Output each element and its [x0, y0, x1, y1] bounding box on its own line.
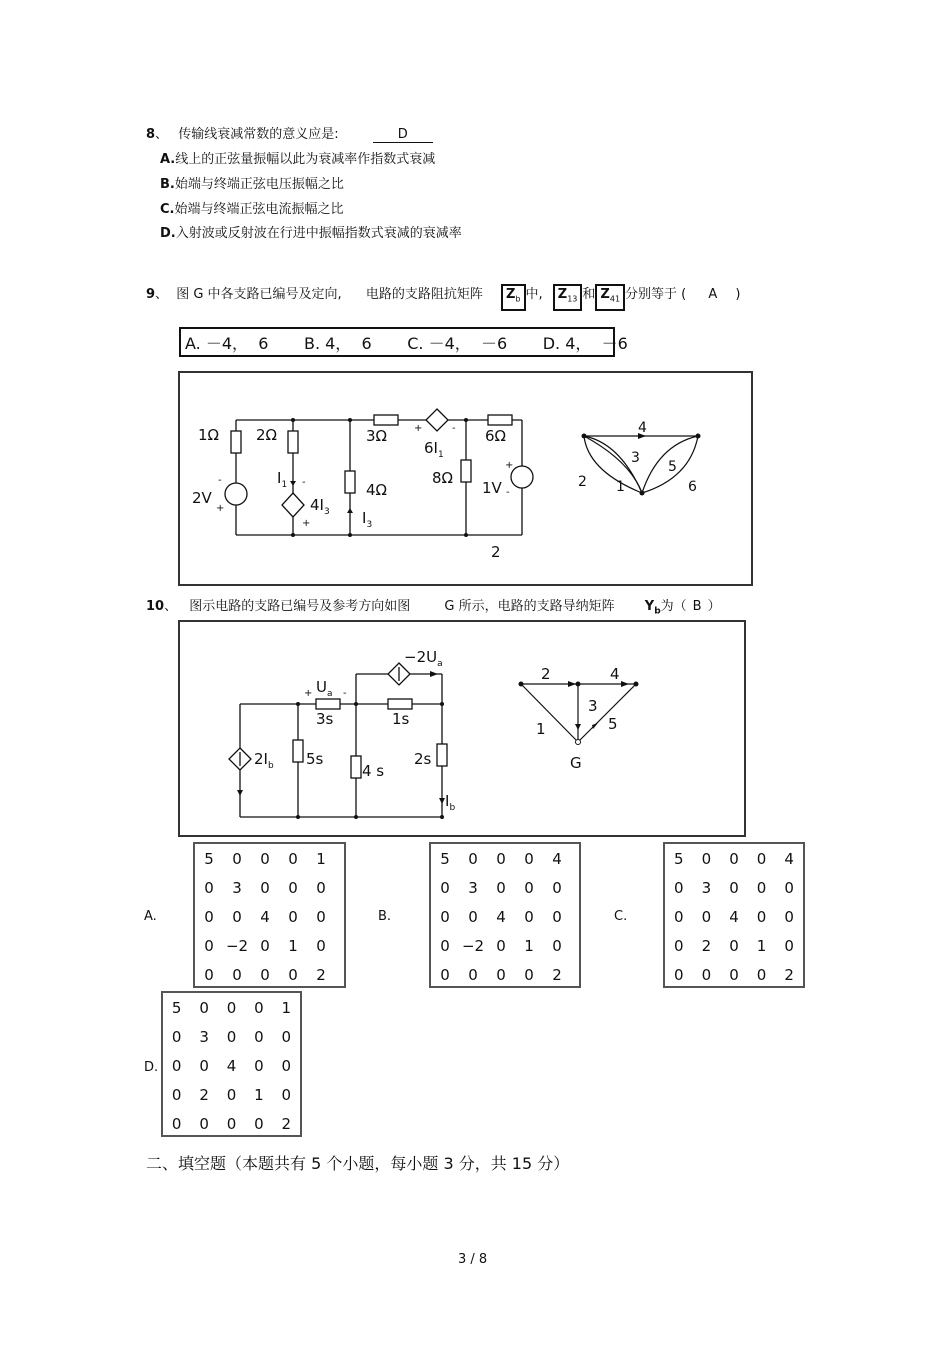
matrix-row: [195, 960, 335, 989]
svg-text:+: +: [302, 518, 311, 529]
label-cs-top: $-2U_a$: [404, 648, 443, 669]
matrix-cell: 0: [288, 965, 298, 984]
svg-text:+: +: [505, 460, 514, 471]
matrix-row: [163, 1109, 300, 1138]
q8-stem: 8、 传输线衰减常数的意义应是: D: [146, 123, 433, 143]
matrix-row: [431, 873, 571, 902]
graph9-branch-1: 1: [616, 479, 625, 495]
label-ua: $U_a$: [316, 678, 333, 699]
q8-answer: D: [373, 127, 433, 143]
matrix-cell: 0: [226, 1114, 237, 1133]
svg-text:-: -: [452, 423, 456, 434]
matrix-cell: 0: [440, 878, 450, 897]
matrix-cell: 0: [674, 907, 684, 926]
matrix-cell: 0: [701, 849, 712, 868]
matrix-row: [163, 1080, 300, 1109]
label-ccs-2ib: $2I_b$: [254, 750, 274, 771]
matrix-cell: 0: [496, 965, 506, 984]
matrix-cell: 0: [496, 936, 506, 955]
q10-stem: 10、 图示电路的支路已编号及参考方向如图 G 所示，电路的支路导纳矩阵 $Y_b$为（ B ）: [146, 599, 721, 617]
matrix-cell: 4: [226, 1056, 237, 1075]
matrix-row: [195, 902, 335, 931]
matrix-cell: 0: [756, 849, 767, 868]
matrix-cell: 0: [281, 1056, 292, 1075]
graph10-branch-1: 1: [536, 720, 546, 738]
matrix-cell: 0: [288, 849, 298, 868]
q9-answer: A: [708, 287, 718, 302]
matrix-cell: 0: [440, 965, 450, 984]
matrix-cell: 0: [204, 936, 214, 955]
label-i1: $I_1$: [277, 469, 288, 490]
svg-text:-: -: [343, 688, 347, 699]
svg-text:+: +: [414, 423, 423, 434]
matrix-cell: 2: [552, 965, 562, 984]
q10-option-a-label: A.: [144, 909, 157, 924]
q10-option-d-label: D.: [144, 1060, 159, 1075]
matrix-cell: 0: [232, 907, 242, 926]
q10-figure: [178, 620, 746, 837]
matrix-cell: 2: [281, 1114, 292, 1133]
label-ib: $I_b$: [445, 792, 456, 813]
graph10-branch-5: 5: [608, 715, 618, 733]
matrix-cell: 0: [232, 849, 242, 868]
matrix-cell: 0: [316, 907, 326, 926]
matrix-cell: 0: [254, 1114, 264, 1133]
graph9-branch-3: 3: [631, 450, 640, 466]
matrix-cell: 0: [232, 965, 242, 984]
matrix-cell: 0: [552, 936, 562, 955]
matrix-cell: 0: [254, 1056, 264, 1075]
graph10-branch-2: 2: [541, 665, 551, 683]
label-r1: 1Ω: [198, 426, 220, 444]
svg-text:-: -: [218, 475, 222, 486]
matrix-cell: 0: [524, 965, 534, 984]
matrix-cell: 0: [204, 965, 214, 984]
matrix-cell: 2: [199, 1085, 209, 1104]
matrix-cell: 1: [288, 936, 298, 955]
matrix-cell: 0: [281, 1085, 292, 1104]
graph9-branch-5: 5: [668, 459, 677, 475]
q10-matrix-c: [663, 842, 805, 988]
matrix-cell: 0: [316, 936, 326, 955]
q8-option-c: C.始端与终端正弦电流振幅之比: [160, 202, 344, 217]
matrix-cell: 0: [674, 878, 684, 897]
graph10-branch-4: 4: [610, 665, 620, 683]
matrix-cell: 0: [254, 1027, 264, 1046]
q10-matrix-a: [193, 842, 346, 988]
matrix-cell: 0: [260, 965, 270, 984]
svg-text:+: +: [304, 688, 313, 699]
matrix-row: [163, 1022, 300, 1051]
symbol-z13: $Z_{13}$: [553, 284, 583, 311]
graph10-branch-3: 3: [588, 697, 598, 715]
label-g3: 3s: [316, 710, 334, 728]
matrix-cell: −2: [461, 936, 485, 955]
matrix-cell: 5: [440, 849, 450, 868]
matrix-cell: 0: [552, 907, 562, 926]
q8-option-d: D.入射波或反射波在行进中振幅指数式衰减的衰减率: [160, 226, 462, 241]
matrix-cell: 2: [784, 965, 794, 984]
matrix-cell: 0: [281, 1027, 292, 1046]
matrix-cell: 0: [440, 936, 450, 955]
matrix-cell: 0: [171, 1085, 182, 1104]
matrix-cell: 0: [199, 1114, 209, 1133]
q8-option-a: A.线上的正弦量振幅以此为衰减率作指数式衰减: [160, 152, 436, 167]
label-node-2: 2: [491, 543, 501, 561]
matrix-row: [665, 873, 803, 902]
matrix-cell: 0: [756, 907, 767, 926]
matrix-cell: 0: [204, 907, 214, 926]
matrix-cell: 0: [316, 878, 326, 897]
q10-answer: B: [692, 599, 702, 614]
matrix-cell: 1: [254, 1085, 264, 1104]
matrix-cell: 3: [199, 1027, 209, 1046]
label-v2: 2V: [192, 489, 212, 507]
matrix-cell: 4: [784, 849, 794, 868]
label-v1: 1V: [482, 479, 502, 497]
graph9-branch-4: 4: [638, 420, 647, 436]
matrix-cell: 0: [729, 878, 739, 897]
matrix-cell: 0: [784, 878, 794, 897]
matrix-cell: 5: [204, 849, 214, 868]
matrix-cell: 0: [260, 878, 270, 897]
matrix-cell: 4: [729, 907, 739, 926]
matrix-cell: 0: [784, 936, 794, 955]
matrix-cell: 0: [729, 936, 739, 955]
matrix-row: [431, 931, 571, 960]
label-g4: 4 s: [362, 762, 385, 780]
matrix-cell: 2: [701, 936, 712, 955]
matrix-row: [665, 902, 803, 931]
page-number: 3 / 8: [458, 1252, 488, 1267]
matrix-cell: 0: [756, 965, 767, 984]
q10-matrix-b: [429, 842, 581, 988]
matrix-cell: 0: [288, 907, 298, 926]
matrix-row: [163, 1051, 300, 1080]
matrix-cell: 1: [316, 849, 326, 868]
matrix-cell: 0: [496, 878, 506, 897]
matrix-row: [195, 844, 335, 873]
matrix-cell: 0: [171, 1056, 182, 1075]
label-ccvs-4i3: $4I_3$: [310, 496, 330, 517]
q9-stem: 9、 图 G 中各支路已编号及定向, 电路的支路阻抗矩阵 $Z_b$ 中, $Z_{13}$ 和 $Z_{41}$ 分别等于 ( A ): [146, 283, 740, 311]
matrix-row: [665, 844, 803, 873]
matrix-cell: 0: [729, 849, 739, 868]
symbol-zb: $Z_b$: [501, 284, 526, 311]
matrix-cell: 4: [496, 907, 506, 926]
matrix-cell: 0: [226, 1085, 237, 1104]
matrix-cell: 0: [468, 907, 478, 926]
matrix-cell: 0: [552, 878, 562, 897]
matrix-cell: 0: [226, 1027, 237, 1046]
matrix-cell: 0: [440, 907, 450, 926]
matrix-row: [195, 931, 335, 960]
matrix-cell: 0: [674, 965, 684, 984]
matrix-row: [163, 993, 300, 1022]
matrix-row: [195, 873, 335, 902]
matrix-row: [431, 902, 571, 931]
label-g5: 5s: [306, 750, 324, 768]
matrix-cell: 0: [204, 878, 214, 897]
label-r3: 3Ω: [366, 427, 388, 445]
section-2-heading: 二、填空题（本题共有 5 个小题，每小题 3 分，共 15 分）: [146, 1154, 570, 1173]
graph9-branch-2: 2: [578, 474, 587, 490]
matrix-cell: 0: [288, 878, 298, 897]
label-r6: 6Ω: [485, 427, 507, 445]
matrix-cell: 0: [729, 965, 739, 984]
matrix-cell: 0: [260, 936, 270, 955]
q8-option-b: B.始端与终端正弦电压振幅之比: [160, 177, 344, 192]
matrix-cell: 0: [226, 998, 237, 1017]
matrix-cell: 0: [524, 849, 534, 868]
matrix-cell: −2: [225, 936, 249, 955]
matrix-cell: 3: [232, 878, 242, 897]
matrix-cell: 0: [701, 965, 712, 984]
q10-matrix-d: [161, 991, 302, 1137]
label-g1: 1s: [392, 710, 410, 728]
q9-options-box: A. －4， 6 B. 4， 6 C. －4， －6 D. 4， －6: [179, 327, 615, 357]
matrix-cell: 3: [468, 878, 478, 897]
label-r8: 8Ω: [432, 469, 454, 487]
matrix-row: [665, 960, 803, 989]
matrix-cell: 0: [674, 936, 684, 955]
matrix-cell: 4: [260, 907, 270, 926]
q9-figure: [178, 371, 753, 586]
matrix-cell: 0: [468, 849, 478, 868]
matrix-cell: 5: [674, 849, 684, 868]
matrix-cell: 0: [701, 907, 712, 926]
q10-option-b-label: B.: [378, 909, 392, 924]
label-ccvs-6i1: $6I_1$: [424, 439, 444, 460]
matrix-cell: 0: [524, 878, 534, 897]
label-r4: 4Ω: [366, 481, 388, 499]
svg-text:-: -: [302, 477, 306, 488]
matrix-cell: 1: [756, 936, 767, 955]
matrix-cell: 0: [254, 998, 264, 1017]
matrix-cell: 0: [260, 849, 270, 868]
svg-text:+: +: [216, 503, 225, 514]
matrix-cell: 1: [524, 936, 534, 955]
matrix-cell: 4: [552, 849, 562, 868]
matrix-cell: 0: [784, 907, 794, 926]
q9-circuit-diagram: [180, 373, 751, 584]
q9-graph: [584, 436, 698, 493]
q10-option-c-label: C.: [614, 909, 628, 924]
matrix-row: [431, 960, 571, 989]
matrix-cell: 0: [496, 849, 506, 868]
matrix-cell: 0: [171, 1114, 182, 1133]
matrix-cell: 2: [316, 965, 326, 984]
matrix-cell: 0: [756, 878, 767, 897]
graph10-label-g: G: [570, 754, 582, 772]
label-g2: 2s: [414, 750, 432, 768]
matrix-cell: 1: [281, 998, 292, 1017]
label-r2: 2Ω: [256, 426, 278, 444]
graph9-branch-6: 6: [688, 479, 697, 495]
matrix-cell: 5: [171, 998, 182, 1017]
matrix-cell: 0: [199, 998, 209, 1017]
label-i3: $I_3$: [362, 509, 373, 530]
matrix-cell: 0: [199, 1056, 209, 1075]
matrix-row: [431, 844, 571, 873]
matrix-row: [665, 931, 803, 960]
symbol-z41: $Z_{41}$: [595, 284, 625, 311]
q10-circuit-diagram: [180, 622, 744, 835]
matrix-cell: 0: [524, 907, 534, 926]
svg-text:-: -: [506, 487, 510, 498]
matrix-cell: 0: [468, 965, 478, 984]
matrix-cell: 3: [701, 878, 712, 897]
matrix-cell: 0: [171, 1027, 182, 1046]
